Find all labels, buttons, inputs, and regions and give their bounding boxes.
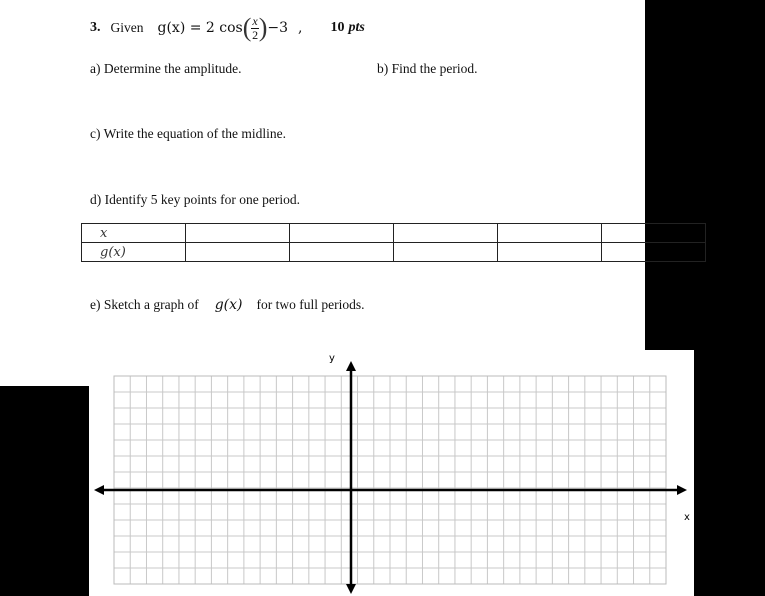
- y-axis-label: y: [329, 353, 335, 364]
- part-e-prefix: e) Sketch a graph of: [90, 297, 199, 312]
- question-header: [90, 10, 365, 46]
- function-lhs: g(x) = 2 cos: [157, 20, 243, 36]
- table-cell[interactable]: [394, 243, 498, 262]
- given-label: Given: [110, 20, 144, 35]
- part-c: c) Write the equation of the midline.: [90, 126, 287, 141]
- table-cell[interactable]: [186, 224, 290, 243]
- table-cell[interactable]: [394, 224, 498, 243]
- table-cell[interactable]: [498, 243, 602, 262]
- points-unit: pts: [348, 20, 365, 35]
- part-e-suffix: for two full periods.: [256, 297, 365, 312]
- fraction-numerator: x: [252, 13, 258, 28]
- comma: ,: [298, 20, 303, 36]
- key-points-table: [81, 223, 706, 262]
- table-cell[interactable]: [290, 224, 394, 243]
- table-cell[interactable]: [290, 243, 394, 262]
- table-label-x: x: [82, 224, 186, 243]
- redaction-block-right-notch: [709, 363, 765, 381]
- x-axis-label: x: [684, 512, 690, 523]
- question-number: 3.: [90, 20, 101, 35]
- fraction-denominator: 2: [252, 27, 259, 42]
- redaction-block-left: [0, 386, 89, 596]
- part-b: b) Find the period.: [377, 61, 478, 76]
- part-a: a) Determine the amplitude.: [90, 61, 242, 76]
- points-value: 10: [330, 20, 345, 35]
- coordinate-graph[interactable]: [89, 348, 694, 596]
- redaction-block-right-bottom: [694, 350, 765, 596]
- table-cell[interactable]: [602, 224, 706, 243]
- right-paren: ): [258, 13, 268, 42]
- grid-lines: [114, 376, 666, 584]
- table-cell[interactable]: [602, 243, 706, 262]
- y-axis-arrow-top: [346, 361, 356, 371]
- part-e-function: g(x): [214, 297, 243, 313]
- part-d: d) Identify 5 key points for one period.: [90, 192, 300, 207]
- y-axis-arrow-bottom: [346, 584, 356, 594]
- table-cell[interactable]: [498, 224, 602, 243]
- table-cell[interactable]: [186, 243, 290, 262]
- x-axis-arrow-right: [677, 485, 687, 495]
- redaction-block-right-top: [645, 0, 765, 350]
- function-tail: −3: [267, 20, 289, 36]
- left-paren: (: [242, 13, 252, 42]
- table-label-g: g(x): [82, 243, 186, 262]
- fraction: [251, 15, 258, 42]
- part-e: [90, 297, 364, 313]
- table-row-x: [82, 224, 706, 243]
- table-row-g: [82, 243, 706, 262]
- x-axis-arrow-left: [94, 485, 104, 495]
